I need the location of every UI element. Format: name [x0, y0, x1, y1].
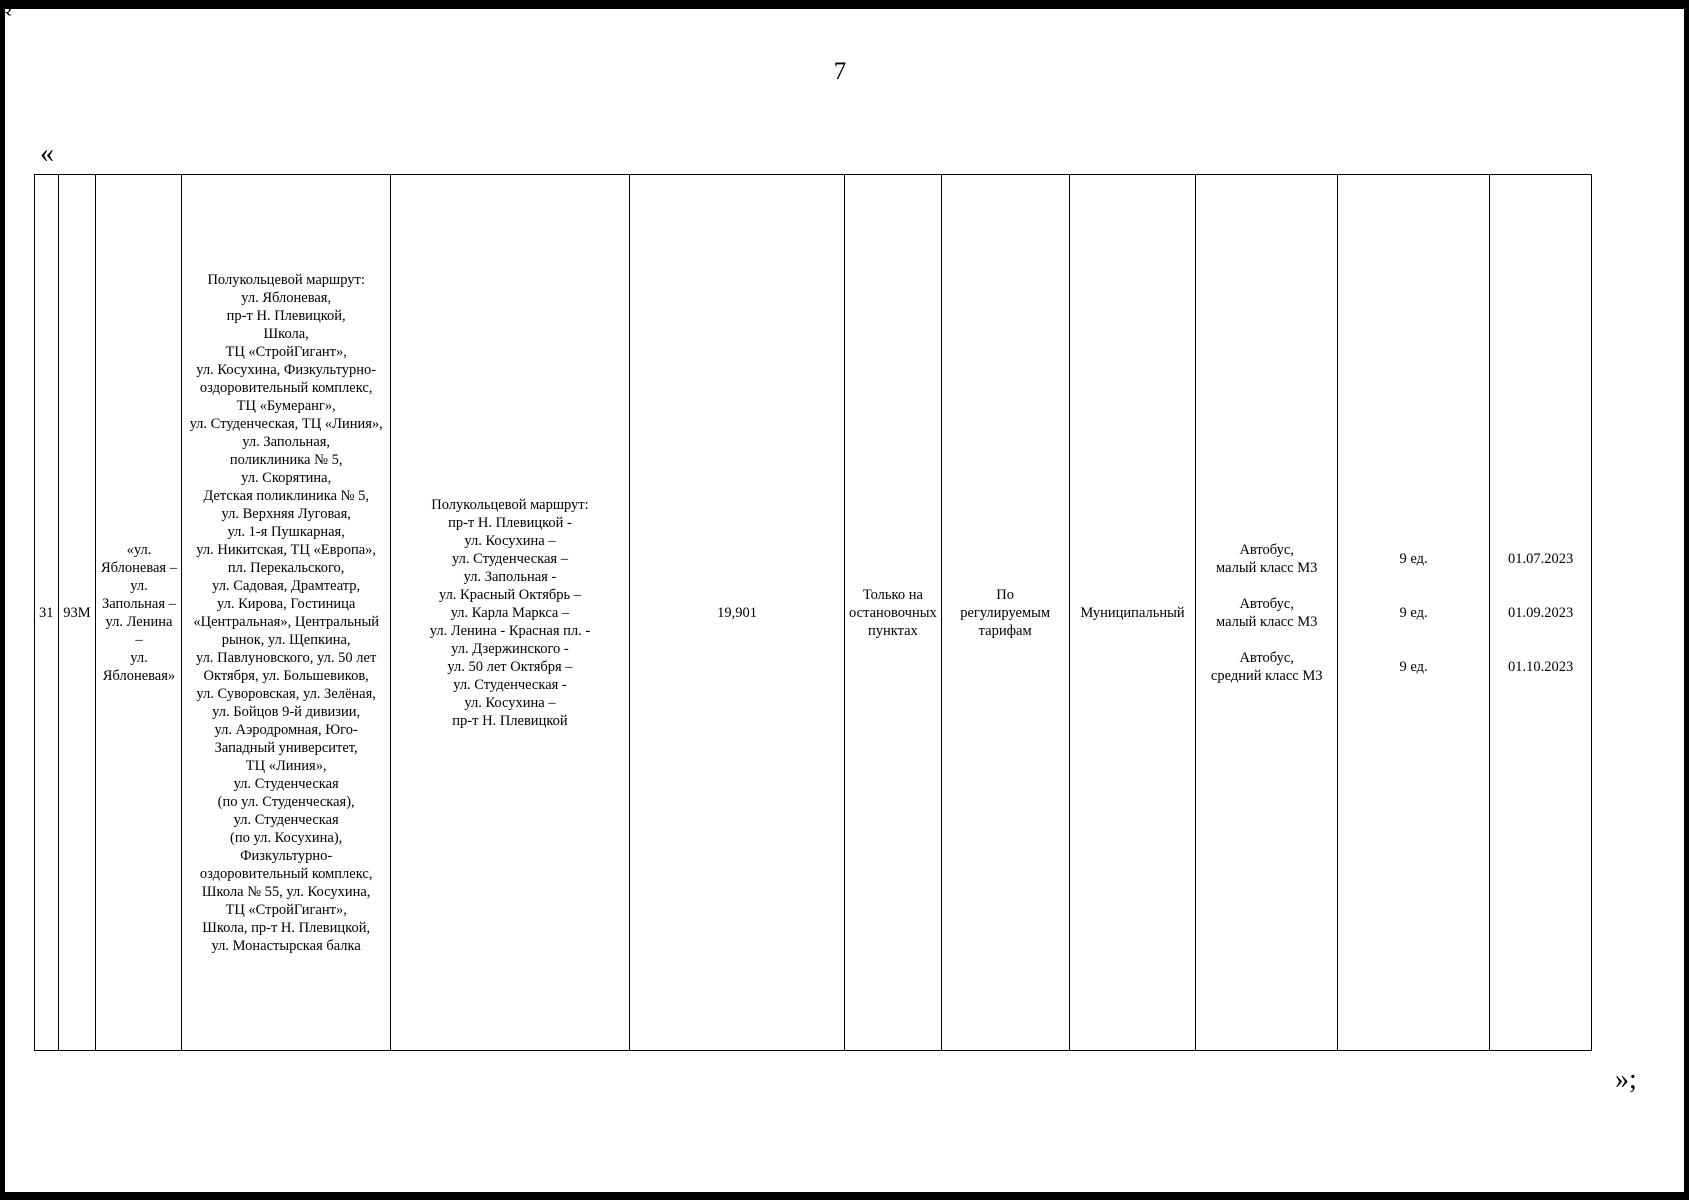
start-date: 01.09.2023 [1507, 604, 1574, 621]
page-number: 7 [833, 58, 847, 85]
tariff-cell [941, 175, 1069, 1051]
vehicle-count: 9 ед. [1399, 604, 1428, 621]
stop-order-cell [845, 175, 942, 1051]
start-date: 01.07.2023 [1507, 550, 1574, 567]
route-code: 93М [63, 604, 91, 621]
dates-list [1494, 550, 1587, 676]
counts-list [1342, 550, 1485, 676]
scan-border-bottom [0, 1192, 1689, 1200]
vehicles-cell [1196, 175, 1338, 1051]
stops-list: Полукольцевой маршрут: ул. Яблоневая, пр-т Н. Плевицкой, Школа, ТЦ «СтройГигант», ул. Косухина, Физкультурно- оздоровительный комплекс, ТЦ «Бумеранг», ул. Студенческая, ТЦ «Линия», ул. Запольная, поликлиника № 5, ул. Скорятина, Детская поликлиника № 5, ул. Верхняя Луговая, ул. 1-я Пушкарная, ул. Никитская, ТЦ «Европа», пл. Перекальского, ул. Садовая, Драмтеатр, ул. Кирова, Гостиница «Центральная», Центральный рынок, ул. Щепкина, ул. Павлуновского, ул. 50 лет Октября, ул. Большевиков, ул. Суворовская, ул. Зелёная, ул. Бойцов 9-й дивизии, ул. Аэродромная, Юго- Западный университет, ТЦ «Линия», ул. Студенческая (по ул. Студенческая), ул. Студенческая (по ул. Косухина), Физкультурно- оздоровительный комплекс, Школа № 55, ул. Косухина, ТЦ «СтройГигант», Школа, пр-т Н. Плевицкой, ул. Монастырская балка [189, 271, 383, 954]
stops-cell [182, 175, 390, 1051]
length-cell [630, 175, 845, 1051]
tariff-type: По регулируемым тарифам [960, 586, 1051, 639]
row-number-cell [35, 175, 59, 1051]
carrier-type-cell [1069, 175, 1196, 1051]
routes-table [34, 174, 1689, 1051]
counts-cell [1337, 175, 1489, 1051]
vehicle-entry: Автобус, средний класс М3 [1210, 649, 1323, 684]
route-name-cell [96, 175, 182, 1051]
dates-cell [1490, 175, 1592, 1051]
vehicle-entry: Автобус, малый класс М3 [1216, 541, 1318, 576]
streets-list: Полукольцевой маршрут: пр-т Н. Плевицкой - ул. Косухина – ул. Студенческая – ул. Запольная - ул. Красный Октябрь – ул. Карла Маркса – ул. Ленина - Красная пл. - ул. Дзержинского - ул. 50 лет Октября – ул. Студенческая - ул. Косухина – пр-т Н. Плевицкой [429, 496, 591, 729]
table-row [35, 175, 1689, 1051]
scan-border-top [0, 0, 1689, 9]
stop-order: Только на остановочных пунктах [849, 586, 937, 639]
row-number: 31 [39, 604, 54, 621]
route-length: 19,901 [717, 604, 757, 621]
streets-cell [390, 175, 629, 1051]
vehicle-entry: Автобус, малый класс М3 [1216, 595, 1318, 630]
vehicles-list [1200, 541, 1333, 685]
vehicle-count: 9 ед. [1399, 550, 1428, 567]
route-name: «ул. Яблоневая – ул. Запольная – ул. Ленина – ул. Яблоневая» [100, 541, 177, 684]
opening-quote: « [40, 138, 54, 169]
vehicle-count: 9 ед. [1399, 658, 1428, 675]
carrier-type: Муниципальный [1080, 604, 1185, 621]
start-date: 01.10.2023 [1507, 658, 1574, 675]
route-code-cell [58, 175, 96, 1051]
scan-border-left [0, 0, 5, 1200]
closing-quote: »; [1615, 1064, 1637, 1095]
